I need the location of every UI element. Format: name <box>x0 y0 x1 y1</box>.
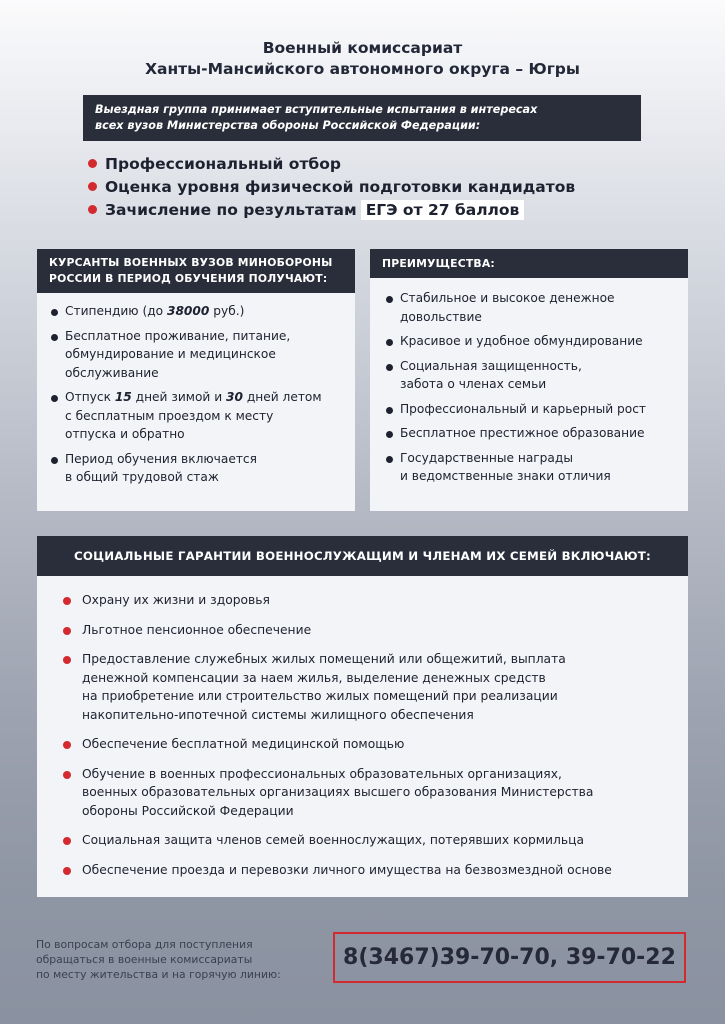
bullet-dot-icon <box>386 339 393 346</box>
bullet-dot-icon <box>51 395 58 402</box>
guarantees-list <box>37 576 688 879</box>
list-item: Охрану их жизни и здоровья <box>63 591 678 610</box>
cadets-panel-header: КУРСАНТЫ ВОЕННЫХ ВУЗОВ МИНОБОРОНЫ РОССИИ В ПЕРИОД ОБУЧЕНИЯ ПОЛУЧАЮТ: <box>37 249 355 293</box>
list-item: Отпуск 15 дней зимой и 30 дней летом с бесплатным проездом к месту отпуска и обратно <box>51 388 345 444</box>
bullet-dot-icon <box>63 597 71 605</box>
list-item: Социальная защита членов семей военнослужащих, потерявших кормильца <box>63 831 678 850</box>
list-item: Бесплатное престижное образование <box>386 424 680 443</box>
guarantees-panel-header: СОЦИАЛЬНЫЕ ГАРАНТИИ ВОЕННОСЛУЖАЩИМ И ЧЛЕНАМ ИХ СЕМЕЙ ВКЛЮЧАЮТ: <box>37 536 688 576</box>
list-item: Стабильное и высокое денежное довольствие <box>386 289 680 326</box>
intro-banner <box>83 95 641 141</box>
page-title <box>0 38 725 80</box>
advantages-panel-header: ПРЕИМУЩЕСТВА: <box>370 249 688 278</box>
cadets-list <box>37 293 355 487</box>
list-item: Бесплатное проживание, питание, обмундирование и медицинское обслуживание <box>51 327 345 383</box>
list-item: Обеспечение проезда и перевозки личного имущества на безвозмездной основе <box>63 861 678 880</box>
hotline-phone[interactable] <box>333 932 686 983</box>
bullet-dot-icon <box>88 159 97 168</box>
list-item: Красивое и удобное обмундирование <box>386 332 680 351</box>
bullet-dot-icon <box>63 867 71 875</box>
banner-line: всех вузов Министерства обороны Российской Федерации: <box>95 119 481 132</box>
list-item: Стипендию (до 38000 руб.) <box>51 302 345 321</box>
main-point: Профессиональный отбор <box>88 153 575 176</box>
bullet-dot-icon <box>386 296 393 303</box>
bullet-dot-icon <box>51 309 58 316</box>
bullet-dot-icon <box>88 205 97 214</box>
guarantees-panel <box>37 536 688 897</box>
title-line: Военный комиссариат <box>262 39 463 57</box>
banner-line: Выездная группа принимает вступительные испытания в интересах <box>95 103 538 116</box>
bullet-dot-icon <box>386 407 393 414</box>
phone-number: 8(3467)39-70-70, 39-70-22 <box>343 945 676 970</box>
bullet-dot-icon <box>51 457 58 464</box>
advantages-list <box>370 278 688 486</box>
bullet-dot-icon <box>386 431 393 438</box>
footer-contact-text: По вопросам отбора для поступления обращаться в военные комиссариаты по месту жительства и на горячую линию: <box>36 938 281 981</box>
title-line: Ханты-Мансийского автономного округа – Югры <box>145 60 580 78</box>
bullet-dot-icon <box>51 334 58 341</box>
bullet-dot-icon <box>386 456 393 463</box>
bullet-dot-icon <box>386 364 393 371</box>
list-item: Период обучения включается в общий трудовой стаж <box>51 450 345 487</box>
advantages-panel <box>370 249 688 511</box>
main-points-list <box>88 153 575 222</box>
main-point: Зачисление по результатам ЕГЭ от 27 баллов <box>88 199 575 222</box>
list-item: Обеспечение бесплатной медицинской помощью <box>63 735 678 754</box>
bullet-dot-icon <box>88 182 97 191</box>
list-item: Предоставление служебных жилых помещений или общежитий, выплата денежной компенсации за наем жилья, выделение денежных средств на приобретение или строительство жилых помещений при реализации накопительно-ипотечной системы жилищного обеспечения <box>63 650 678 724</box>
bullet-dot-icon <box>63 741 71 749</box>
bullet-dot-icon <box>63 837 71 845</box>
cadets-panel <box>37 249 355 511</box>
list-item: Социальная защищенность, забота о членах семьи <box>386 357 680 394</box>
ege-highlight: ЕГЭ от 27 баллов <box>361 200 525 220</box>
list-item: Льготное пенсионное обеспечение <box>63 621 678 640</box>
bullet-dot-icon <box>63 627 71 635</box>
bullet-dot-icon <box>63 656 71 664</box>
main-point: Оценка уровня физической подготовки кандидатов <box>88 176 575 199</box>
list-item: Государственные награды и ведомственные знаки отличия <box>386 449 680 486</box>
bullet-dot-icon <box>63 771 71 779</box>
list-item: Обучение в военных профессиональных образовательных организациях, военных образовательных организациях высшего образования Министерства обороны Российской Федерации <box>63 765 678 821</box>
list-item: Профессиональный и карьерный рост <box>386 400 680 419</box>
